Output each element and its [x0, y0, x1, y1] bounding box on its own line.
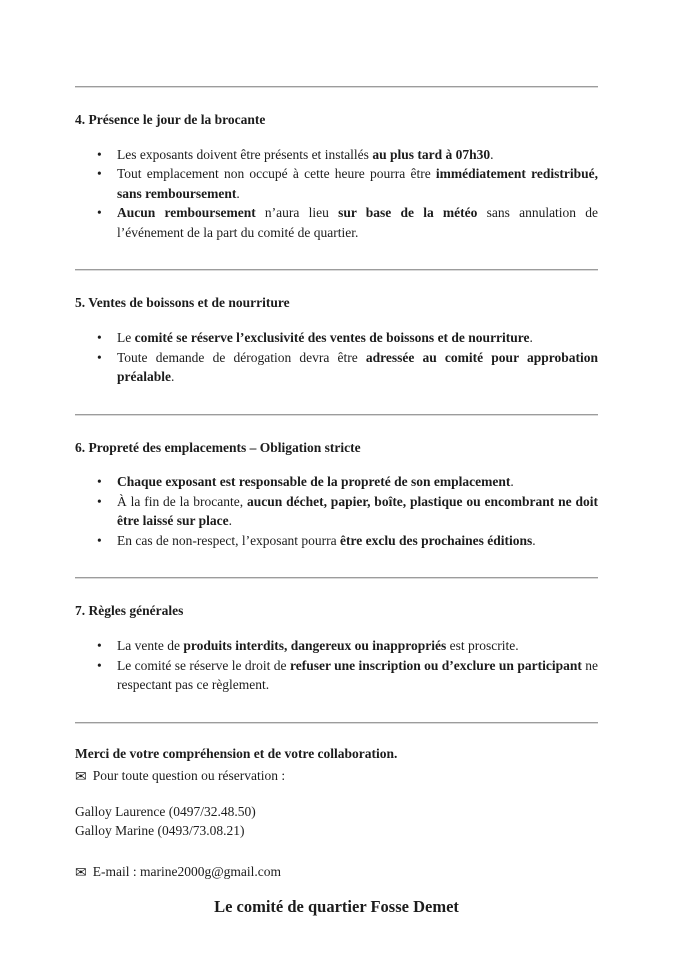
text: Tout emplacement non occupé à cette heure pourra être: [117, 166, 436, 182]
contact-list: [75, 802, 598, 841]
bullet-item: [75, 531, 598, 551]
text: .: [529, 329, 533, 345]
bold-text: adressée au comité pour approbation préalable: [117, 349, 598, 385]
text: n’aura lieu: [255, 205, 339, 221]
contact-intro-text: Pour toute question ou réservation :: [92, 768, 286, 784]
bullet-list: [75, 145, 598, 243]
text: .: [236, 185, 240, 201]
contact-intro-line: [75, 766, 598, 787]
contact-line: Galloy Marine (0493/73.08.21): [75, 823, 245, 839]
bold-text: refuser une inscription ou d’exclure un participant: [289, 657, 582, 673]
bullet-item: [75, 472, 598, 492]
section-heading: 7. Règles générales: [75, 603, 184, 619]
bold-text: comité se réserve l’exclusivité des ventes de boissons et de nourriture: [134, 329, 530, 345]
divider: [75, 86, 598, 88]
text: Le comité se réserve le droit de: [117, 657, 290, 673]
bullet-item: [75, 164, 598, 203]
bullet-list: [75, 636, 598, 695]
section-4: [75, 86, 598, 242]
bold-text: être exclu des prochaines éditions: [340, 532, 533, 548]
text: La vente de: [117, 638, 184, 653]
section-heading: 4. Présence le jour de la brocante: [75, 112, 266, 127]
bold-text: au plus tard à 07h30: [372, 146, 491, 162]
bold-text: sur base de la météo: [338, 205, 478, 221]
section-heading: 5. Ventes de boissons et de nourriture: [75, 295, 290, 311]
contact-line: Galloy Laurence (0497/32.48.50): [75, 803, 256, 819]
text: sans annulation de l’événement de la part du comité de quartier.: [117, 205, 599, 240]
bold-text: immédiatement redistribué, sans remboursement: [117, 166, 598, 201]
section-6: [75, 414, 598, 551]
bold-text: produits interdits, dangereux ou inappropriés: [183, 638, 447, 653]
bullet-item: [75, 203, 598, 242]
bullet-item: [75, 328, 598, 348]
text: .: [228, 513, 232, 529]
email-line: [75, 862, 598, 883]
mail-icon: ✉: [75, 865, 87, 881]
text: .: [510, 474, 514, 490]
text: Le: [117, 329, 135, 345]
text: Les exposants doivent être présents et installés: [117, 146, 373, 162]
email-text: E-mail : marine2000g@gmail.com: [92, 863, 281, 879]
footer: [75, 744, 598, 919]
bullet-item: [75, 145, 598, 165]
section-5: [75, 269, 598, 386]
thanks-line: Merci de votre compréhension et de votre collaboration.: [75, 745, 398, 761]
text: est proscrite.: [446, 638, 519, 653]
text: .: [490, 146, 494, 162]
section-heading: 6. Propreté des emplacements – Obligation stricte: [75, 439, 361, 455]
bullet-item: [75, 656, 598, 695]
text: ne respectant pas ce règlement.: [117, 657, 598, 693]
bullet-list: [75, 472, 598, 550]
bullet-item: [75, 348, 598, 387]
text: En cas de non-respect, l’exposant pourra: [117, 532, 341, 548]
bullet-item: [75, 492, 598, 531]
text: .: [532, 532, 536, 548]
mail-icon: ✉: [75, 770, 87, 786]
divider: [75, 722, 598, 724]
divider: [75, 269, 598, 271]
text: .: [171, 369, 175, 385]
bullet-list: [75, 328, 598, 387]
bold-text: aucun déchet, papier, boîte, plastique ou encombrant ne doit être laissé sur place: [117, 493, 598, 529]
section-7: [75, 577, 598, 694]
divider: [75, 414, 598, 416]
bullet-item: [75, 636, 598, 656]
sections-container: [75, 86, 598, 695]
signature-line: Le comité de quartier Fosse Demet: [214, 896, 459, 916]
bold-text: Aucun remboursement: [117, 205, 256, 221]
text: À la fin de la brocante,: [117, 493, 247, 509]
text: Toute demande de dérogation devra être: [117, 349, 366, 365]
bold-text: Chaque exposant est responsable de la propreté de son emplacement: [117, 474, 511, 490]
divider: [75, 577, 598, 579]
